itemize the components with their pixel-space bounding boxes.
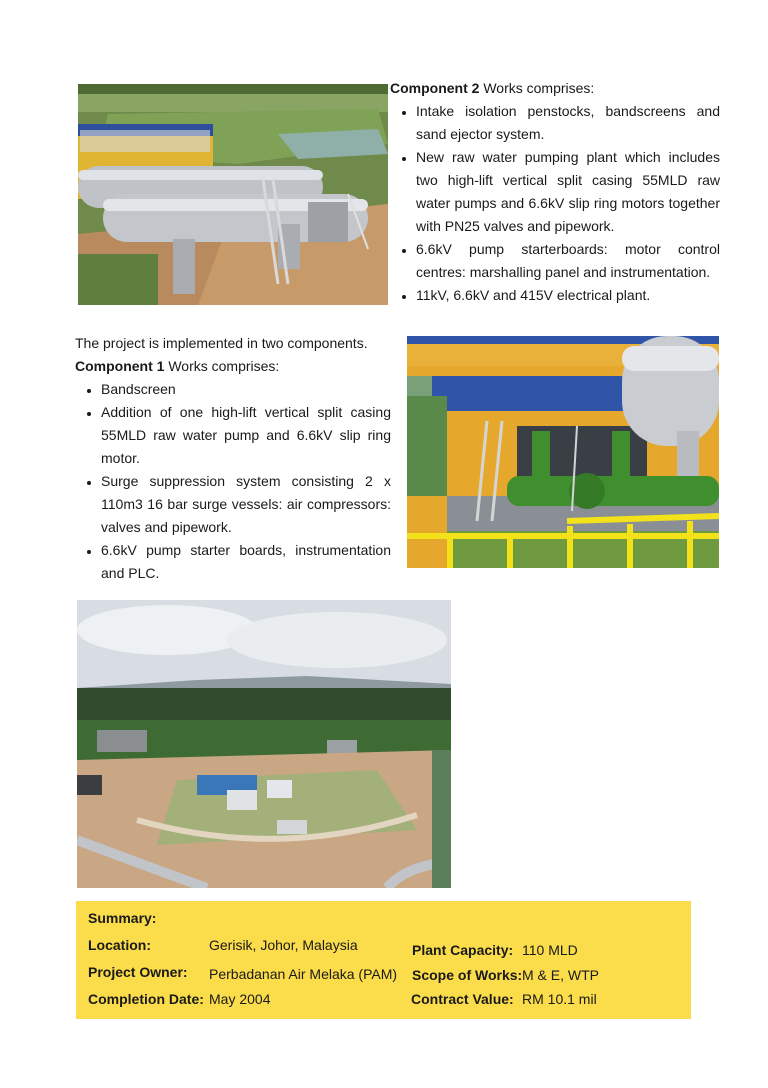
owner-label: Project Owner: bbox=[88, 964, 188, 980]
component2-section bbox=[390, 77, 720, 307]
list-item: • Bandscreen bbox=[101, 378, 391, 401]
photo-site-aerial bbox=[77, 600, 451, 888]
location-value: Gerisik, Johor, Malaysia bbox=[209, 937, 358, 953]
scope-value: M & E, WTP bbox=[522, 967, 599, 983]
component1-heading: Component 1 Works comprises: bbox=[75, 358, 280, 374]
location-label: Location: bbox=[88, 937, 151, 953]
completion-value: May 2004 bbox=[209, 991, 271, 1007]
component1-list bbox=[75, 378, 391, 585]
list-item: • Addition of one high-lift vertical split casing 55MLD raw water pump and 6.6kV slip ring motor. bbox=[101, 401, 391, 470]
list-item: • 6.6kV pump starter boards, instrumentation and PLC. bbox=[101, 539, 391, 585]
component1-section bbox=[75, 332, 391, 585]
summary-box bbox=[76, 901, 691, 1019]
contract-value: RM 10.1 mil bbox=[522, 991, 597, 1007]
intro-text: The project is implemented in two components. bbox=[75, 335, 368, 351]
owner-value: Perbadanan Air Melaka (PAM) bbox=[209, 966, 398, 982]
contract-label: Contract Value: bbox=[411, 991, 514, 1007]
photo-surge-vessels bbox=[78, 84, 388, 305]
list-item: • Intake isolation penstocks, bandscreens and sand ejector system. bbox=[416, 100, 720, 146]
component2-heading: Component 2 Works comprises: bbox=[390, 80, 595, 96]
scope-label: Scope of Works: bbox=[412, 967, 523, 983]
list-item: • New raw water pumping plant which includes two high-lift vertical split casing 55MLD raw water pumps and 6.6kV slip ring motors together with PN25 valves and pipework. bbox=[416, 146, 720, 238]
summary-title: Summary: bbox=[88, 910, 157, 926]
photo-pump-house bbox=[407, 336, 719, 568]
list-item: • 11kV, 6.6kV and 415V electrical plant. bbox=[416, 284, 720, 307]
capacity-value: 110 MLD bbox=[522, 942, 578, 958]
list-item: • 6.6kV pump starterboards: motor control centres: marshalling panel and instrumentation. bbox=[416, 238, 720, 284]
component2-list bbox=[390, 100, 720, 307]
completion-label: Completion Date: bbox=[88, 991, 204, 1007]
capacity-label: Plant Capacity: bbox=[412, 942, 514, 958]
list-item: • Surge suppression system consisting 2 x 110m3 16 bar surge vessels: air compressors: valves and pipework. bbox=[101, 470, 391, 539]
